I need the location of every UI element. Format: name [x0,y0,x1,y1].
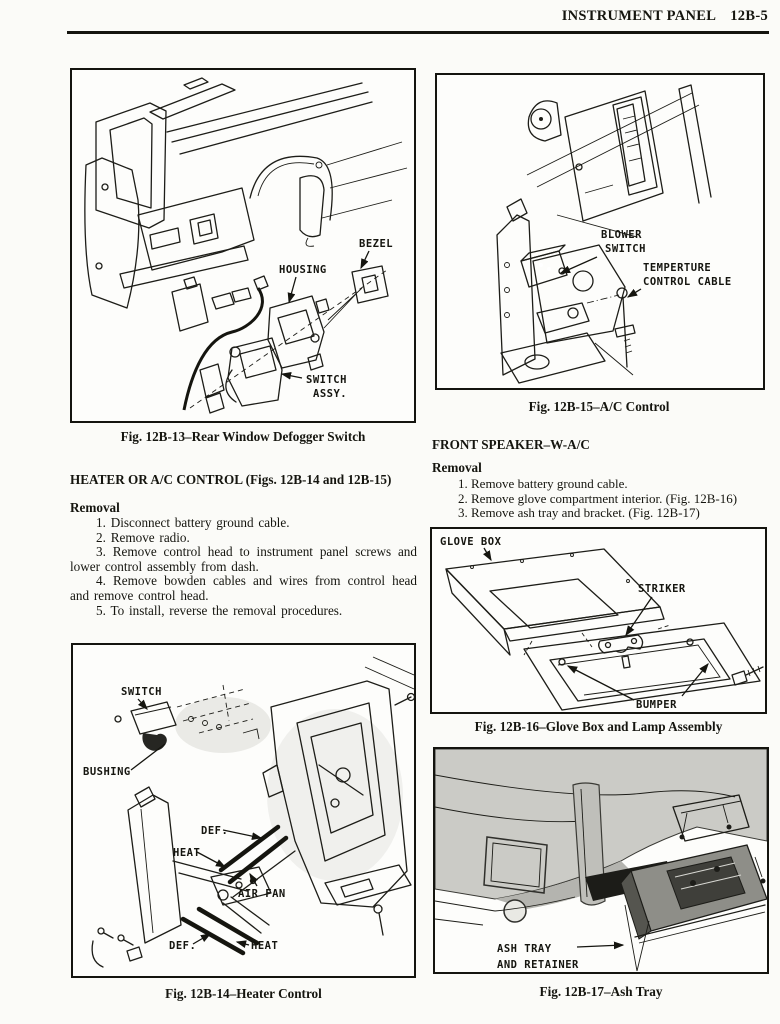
removal-step: 2. Remove radio. [96,529,190,545]
bezel-arrow [361,251,369,268]
glove-box-arrow [484,548,491,560]
page-header [562,8,768,25]
heater-control-heading: HEATER OR A/C CONTROL (Figs. 12B-14 and 12B-15) [70,472,392,487]
def-bottom-label: DEF. [169,940,197,952]
removal-step: 1. Disconnect battery ground cable. [96,515,290,530]
defogger-caption: Fig. 12B-13–Rear Window Defogger Switch [120,429,366,444]
glovebox-art [446,549,763,710]
glovebox-caption: Fig. 12B-16–Glove Box and Lamp Assembly [474,719,723,734]
exploded-parts-art [172,266,388,413]
removal-step: 3. Remove control head to instrument panel screws and lower control assembly from dash. [70,544,417,574]
figure-defogger-switch [70,68,416,423]
heat-top-arrow [197,852,225,867]
heat-top-label: HEAT [173,847,201,859]
bumper-arrow-right [682,664,708,696]
heat-bottom-label: HEAT [251,940,279,952]
ac-labels [561,229,732,297]
glove-box-label: GLOVE BOX [440,536,502,548]
heater-drawing [73,645,414,976]
removal-step: 3. Remove ash tray and bracket. (Fig. 12B-17) [458,505,700,521]
removal-step: 4. Remove bowden cables and wires from control head and remove control head. [70,573,417,603]
speaker-removal-subheading: Removal [432,460,482,475]
blower-switch-arrow [561,257,597,273]
striker-label: STRIKER [638,583,686,595]
car-body-art [85,78,407,308]
ash-tray-arrow [577,945,623,947]
front-speaker-heading: FRONT SPEAKER–W-A/C [432,437,590,452]
header-page-number: 12B-5 [730,8,768,24]
header-title: INSTRUMENT PANEL [561,8,717,24]
figure-heater-control [71,643,416,978]
bezel-label: BEZEL [359,238,394,250]
bracket-scene-art [497,199,635,383]
temp-cable-label-2: CONTROL CABLE [643,276,732,288]
bumper-arrow-left [568,666,634,700]
switch-assy-label-2: ASSY. [313,388,348,400]
bushing-label: BUSHING [83,766,131,778]
ac-control-drawing [437,75,763,388]
ac-control-caption: Fig. 12B-15–A/C Control [528,399,670,414]
heater-caption: Fig. 12B-14–Heater Control [165,986,322,1001]
housing-arrow [289,277,296,302]
bumper-label: BUMPER [636,699,677,711]
heater-removal-steps [70,516,417,618]
ashtray-caption: Fig. 12B-17–Ash Tray [539,984,663,999]
figure-ashtray [433,747,769,974]
blower-switch-label-2: SWITCH [605,243,646,255]
housing-label: HOUSING [279,264,327,276]
blower-switch-label-1: BLOWER [601,229,642,241]
removal-step: 5. To install, reverse the removal procedures. [96,602,343,618]
striker-arrow [626,597,652,635]
temp-cable-label-1: TEMPERTURE [643,262,712,274]
speaker-removal-steps [432,477,768,521]
heater-removal-subheading: Removal [70,500,120,515]
dash-scene-art [527,85,711,237]
figure-ac-control [435,73,765,390]
removal-step: 1. Remove battery ground cable. [458,476,628,491]
switch-assy-arrow [282,374,302,378]
defogger-drawing [72,70,414,421]
ash-tray-label-2: AND RETAINER [497,959,579,971]
heat-bottom-arrow [237,942,249,945]
switch-assy-label-1: SWITCH [306,374,347,386]
def-top-arrow [223,830,261,838]
figure-glovebox [430,527,767,714]
ashtray-drawing [435,749,767,972]
def-bottom-arrow [193,934,210,944]
temp-cable-arrow [628,289,641,297]
defogger-labels [279,238,393,400]
ash-tray-label-1: ASH TRAY [497,943,552,955]
switch-label: SWITCH [121,686,162,698]
removal-step: 2. Remove glove compartment interior. (Fig. 12B-16) [458,490,738,506]
def-top-label: DEF. [201,825,229,837]
air-fan-label: AIR FAN [238,888,286,900]
glovebox-drawing [432,529,765,712]
header-rule [67,31,769,34]
